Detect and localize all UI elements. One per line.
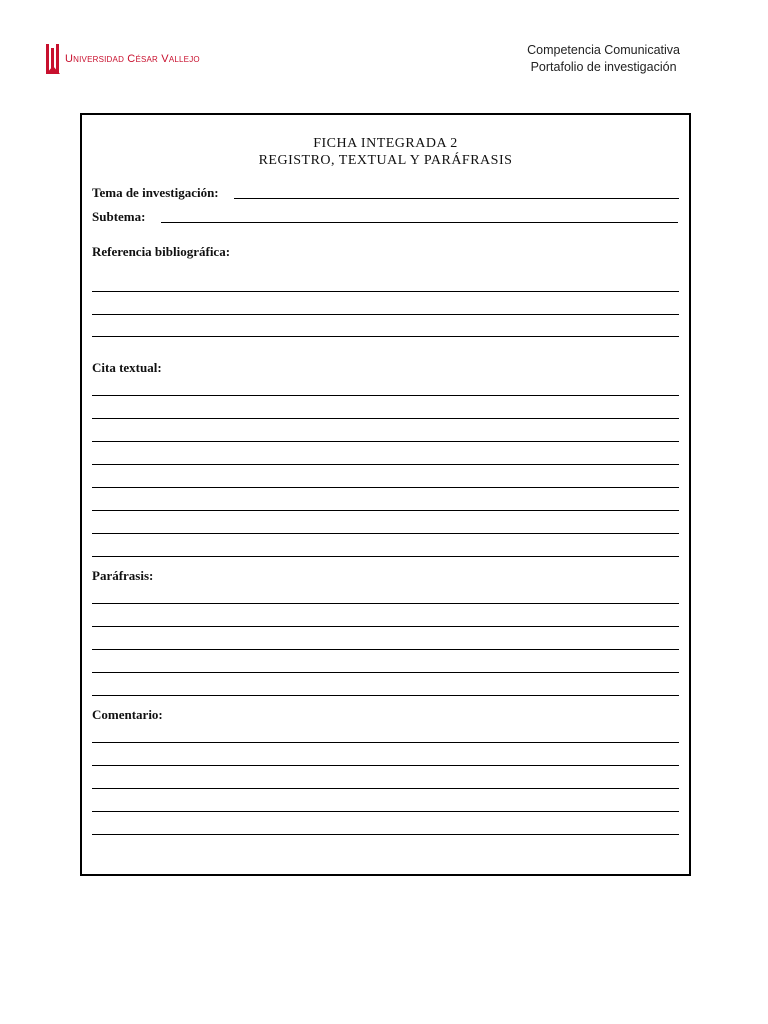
comentario-line[interactable] — [92, 765, 679, 766]
parafrasis-line[interactable] — [92, 626, 679, 627]
comentario-line[interactable] — [92, 788, 679, 789]
cita-line[interactable] — [92, 395, 679, 396]
parafrasis-label: Paráfrasis: — [92, 568, 154, 583]
comentario-label: Comentario: — [92, 707, 163, 722]
portfolio-title: Portafolio de investigación — [530, 60, 677, 74]
form-title: FICHA INTEGRADA 2 — [313, 136, 458, 151]
comentario-line[interactable] — [92, 742, 679, 743]
form-subtitle: REGISTRO, TEXTUAL Y PARÁFRASIS — [258, 153, 513, 168]
worksheet-form — [80, 113, 691, 876]
university-shield-icon — [46, 44, 60, 74]
referencia-line[interactable] — [92, 291, 679, 292]
parafrasis-line[interactable] — [92, 649, 679, 650]
cita-line[interactable] — [92, 487, 679, 488]
cita-line[interactable] — [92, 556, 679, 557]
cita-line[interactable] — [92, 510, 679, 511]
cita-line[interactable] — [92, 441, 679, 442]
cita-line[interactable] — [92, 464, 679, 465]
referencia-line[interactable] — [92, 336, 679, 337]
comentario-line[interactable] — [92, 834, 679, 835]
tema-label: Tema de investigación: — [92, 185, 219, 200]
parafrasis-line[interactable] — [92, 603, 679, 604]
university-name: Universidad César Vallejo — [65, 53, 200, 65]
subtema-label: Subtema: — [92, 209, 146, 224]
referencia-line[interactable] — [92, 314, 679, 315]
university-logo — [46, 44, 200, 74]
course-title: Competencia Comunicativa — [527, 43, 680, 57]
document-header — [527, 42, 680, 76]
referencia-label: Referencia bibliográfica: — [92, 244, 231, 259]
cita-line[interactable] — [92, 418, 679, 419]
tema-input-line[interactable] — [234, 198, 679, 199]
subtema-input-line[interactable] — [161, 222, 678, 223]
cita-label: Cita textual: — [92, 360, 162, 375]
cita-line[interactable] — [92, 533, 679, 534]
comentario-line[interactable] — [92, 811, 679, 812]
parafrasis-line[interactable] — [92, 695, 679, 696]
parafrasis-line[interactable] — [92, 672, 679, 673]
